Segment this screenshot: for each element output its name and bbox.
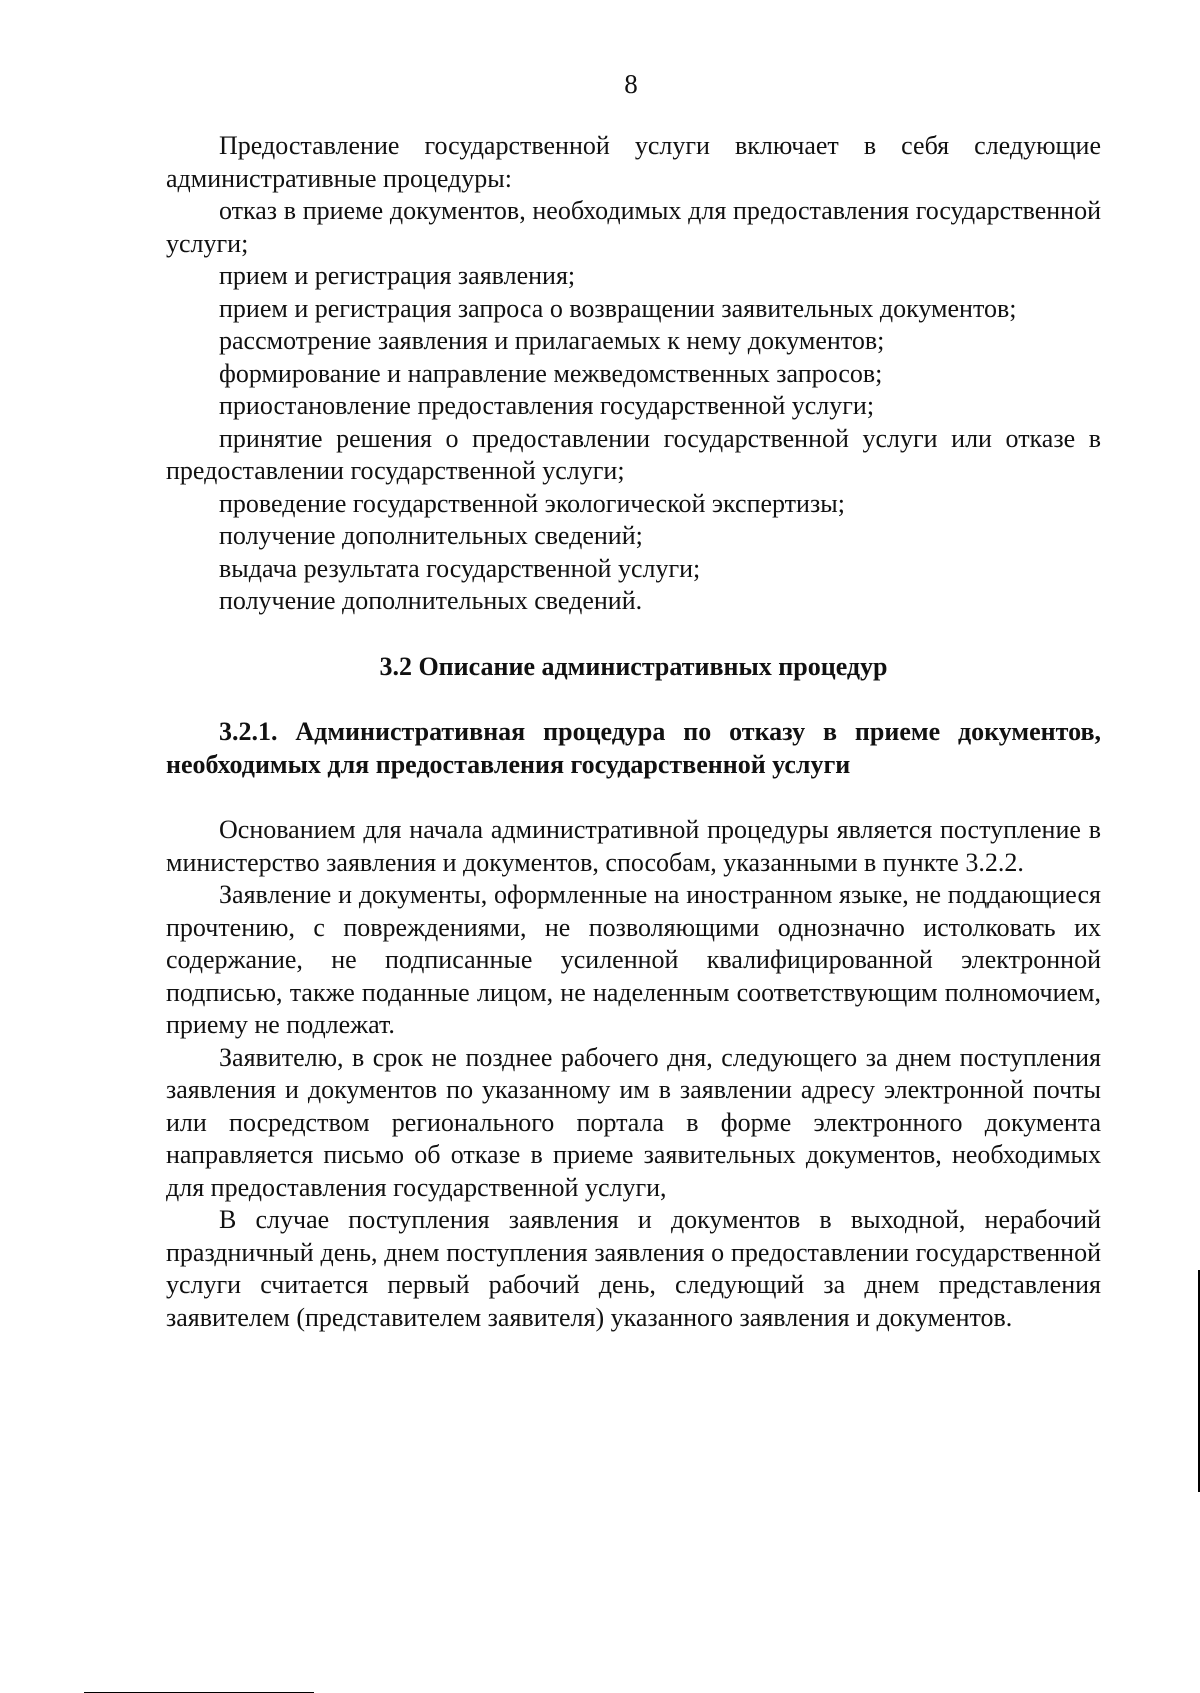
procedure-item: отказ в приеме документов, необходимых для предоставления государственной услуги; <box>166 196 1101 258</box>
procedure-item: выдача результата государственной услуги; <box>219 553 701 583</box>
subsection-heading: 3.2.1. Административная процедура по отказу в приеме документов, необходимых для предоставления государственной услуги <box>166 717 1101 779</box>
body-paragraph: Основанием для начала административной процедуры является поступление в министерство заявления и документов, способам, указанными в пункте 3.2.2. <box>166 815 1101 877</box>
procedure-item: принятие решения о предоставлении государственной услуги или отказе в предоставлении государственной услуги; <box>166 423 1101 485</box>
procedure-item: приостановление предоставления государственной услуги; <box>219 391 875 420</box>
body-paragraph: Заявление и документы, оформленные на иностранном языке, не поддающиеся прочтению, с повреждениями, не позволяющими однозначно истолковать их содержание, не подписанные усиленной квалифицированной электронной подписью, также поданные лицом, не наделенным соответствующим полномочием, приему не подлежат. <box>166 880 1101 1039</box>
section-heading: 3.2 Описание административных процедур <box>379 651 888 681</box>
procedures-intro: Предоставление государственной услуги включает в себя следующие административные процедуры: <box>166 131 1101 193</box>
procedure-item: проведение государственной экологической экспертизы; <box>219 488 845 518</box>
procedures-list <box>166 195 1101 618</box>
spacer <box>166 781 1101 814</box>
procedure-item: формирование и направление межведомственных запросов; <box>219 358 883 388</box>
document-body <box>166 130 1101 1334</box>
procedure-item: прием и регистрация запроса о возвращении заявительных документов; <box>219 293 1017 323</box>
procedure-item: получение дополнительных сведений. <box>219 586 643 615</box>
body-paragraph: В случае поступления заявления и документов в выходной, нерабочий праздничный день, днем поступления заявления о предоставлении государственной услуги считается первый рабочий день, следующий за днем представления заявителем (представителем заявителя) указанного заявления и документов. <box>166 1205 1101 1332</box>
procedure-item: рассмотрение заявления и прилагаемых к нему документов; <box>219 326 885 355</box>
procedure-item: получение дополнительных сведений; <box>219 521 643 550</box>
procedure-item: прием и регистрация заявления; <box>219 261 576 290</box>
page-number: 8 <box>624 69 638 99</box>
body-paragraph: Заявителю, в срок не позднее рабочего дня, следующего за днем поступления заявления и документов по указанному им в заявлении адресу электронной почты или посредством регионального портала в форме электронного документа направляется письмо об отказе в приеме заявительных документов, необходимых для предоставления государственной услуги, <box>166 1042 1101 1202</box>
